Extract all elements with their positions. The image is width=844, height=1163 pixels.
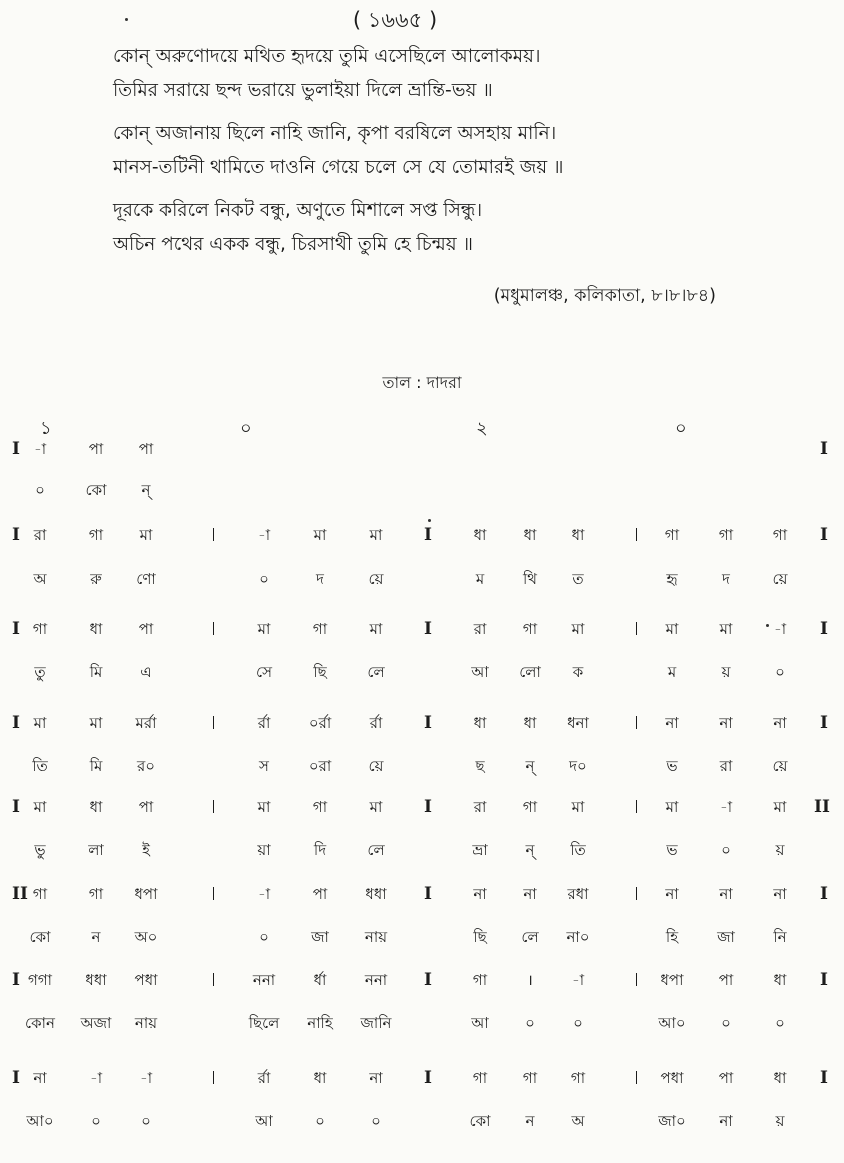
swara-note: পধা	[134, 971, 158, 989]
lyric-line	[0, 563, 844, 595]
lyric-syllable: য়	[775, 1112, 785, 1130]
lyric-syllable: হৃ	[666, 570, 678, 588]
swara-note: র্রা	[257, 1069, 271, 1087]
start-barline: I	[12, 525, 20, 545]
lyric-syllable: ছি	[313, 663, 327, 681]
swara-note: গা	[718, 526, 734, 544]
lyric-syllable: রা	[719, 757, 733, 775]
start-barline: I	[12, 1068, 20, 1088]
swara-note: রা	[473, 620, 487, 638]
barline: I	[820, 884, 828, 904]
barline: I	[424, 619, 432, 639]
swara-note: মা	[33, 714, 47, 732]
lyric-syllable: কো	[29, 928, 51, 946]
poem-block	[113, 40, 564, 262]
beat-divider	[636, 1071, 637, 1084]
lyric-syllable: অজা	[80, 1014, 112, 1032]
swara-note: ধধা	[365, 885, 387, 903]
lyric-syllable: ম	[475, 570, 485, 588]
lyric-syllable: ন্‌	[525, 757, 535, 775]
swara-note: না	[33, 1069, 47, 1087]
lyric-syllable: ন্‌	[525, 841, 535, 859]
lyric-syllable: না০	[566, 928, 590, 946]
lyric-syllable: ০রা	[308, 757, 332, 775]
barline: I	[820, 619, 828, 639]
swara-note: ননা	[364, 971, 388, 989]
lyric-syllable: লে	[367, 663, 385, 681]
beat-divider	[213, 1071, 214, 1084]
swara-note: ধা	[89, 620, 103, 638]
lyric-syllable: ০	[35, 481, 45, 499]
lyric-syllable: ত	[572, 570, 584, 588]
swara-note: মা	[571, 798, 585, 816]
swara-note: না	[473, 885, 487, 903]
swara-note: গা	[88, 526, 104, 544]
swara-note: -া	[719, 798, 733, 816]
beat-mark: ২	[476, 418, 488, 439]
lyric-syllable: দ	[722, 570, 730, 588]
lyric-syllable: দ	[316, 570, 324, 588]
swara-note: না	[773, 885, 787, 903]
lyric-syllable: য়	[721, 663, 731, 681]
beat-divider	[636, 528, 637, 541]
start-barline: I	[12, 713, 20, 733]
swara-note: মা	[719, 620, 733, 638]
lyric-line	[0, 474, 844, 506]
swara-note: ধা	[473, 526, 487, 544]
swara-note: না	[523, 885, 537, 903]
poem-line: তিমির সরায়ে ছন্দ ভরায়ে ভুলাইয়া দিলে ভ্রান্তি-ভয় ॥	[113, 80, 493, 101]
swara-line	[0, 613, 844, 645]
swara-note: গগা	[27, 971, 52, 989]
barline: I	[424, 797, 432, 817]
lyric-syllable: য়	[775, 841, 785, 859]
lyric-line	[0, 834, 844, 866]
lyric-syllable: দ০	[569, 757, 587, 775]
lyric-line	[0, 1105, 844, 1137]
lyric-syllable: ০	[525, 1014, 535, 1032]
lyric-syllable: কো	[85, 481, 107, 499]
start-barline: I	[12, 970, 20, 990]
swara-note: ধপা	[134, 885, 158, 903]
lyric-syllable: ০	[315, 1112, 325, 1130]
lyric-syllable: অ০	[134, 928, 158, 946]
swara-note: মা	[33, 798, 47, 816]
swara-note: ধপা	[660, 971, 684, 989]
lyric-syllable: এ	[140, 663, 152, 681]
lyric-syllable: নাহি	[307, 1014, 333, 1032]
swara-note: ধা	[313, 1069, 327, 1087]
swara-line	[0, 878, 844, 910]
lyric-syllable: ভু	[34, 841, 46, 859]
lyric-syllable: ০	[259, 928, 269, 946]
double-barline: II	[814, 797, 830, 817]
swara-note: রা	[473, 798, 487, 816]
lyric-syllable: ০	[721, 841, 731, 859]
swara-note: ধা	[89, 798, 103, 816]
swara-note: মা	[369, 798, 383, 816]
lyric-syllable: আ	[471, 1014, 489, 1032]
swara-note: গা	[88, 885, 104, 903]
swara-line	[0, 791, 844, 823]
swara-note: গা	[522, 798, 538, 816]
lyric-syllable: জানি	[360, 1014, 392, 1032]
swara-note: না	[719, 885, 733, 903]
beat-divider	[636, 887, 637, 900]
beat-mark: ০	[675, 418, 687, 439]
swara-note: গা	[522, 620, 538, 638]
lyric-syllable: ছ	[475, 757, 485, 775]
lyric-syllable: কো	[469, 1112, 491, 1130]
lyric-syllable: লে	[521, 928, 539, 946]
barline: I	[820, 439, 828, 459]
barline: I	[820, 525, 828, 545]
swara-note: ধা	[773, 1069, 787, 1087]
barline: I	[820, 713, 828, 733]
swara-note: গা	[312, 620, 328, 638]
barline: I	[424, 713, 432, 733]
beat-mark: ১	[40, 418, 52, 439]
print-speck	[766, 624, 769, 627]
lyric-syllable: ০	[259, 570, 269, 588]
lyric-syllable: ন	[525, 1112, 535, 1130]
swara-note: মা	[369, 526, 383, 544]
swara-note: -া	[257, 526, 271, 544]
lyric-syllable: কোন	[25, 1014, 55, 1032]
swara-note: ধা	[523, 526, 537, 544]
swara-note: মা	[257, 620, 271, 638]
swara-line	[0, 1062, 844, 1094]
lyric-syllable: ভ	[666, 841, 678, 859]
lyric-syllable: য়া	[257, 841, 271, 859]
swara-note: মা	[571, 620, 585, 638]
swara-note: গা	[472, 1069, 488, 1087]
lyric-syllable: ০	[573, 1014, 583, 1032]
lyric-syllable: লা	[88, 841, 104, 859]
poem-line: কোন্‌ অজানায় ছিলে নাহি জানি, কৃপা বরষিলে অসহায় মানি।	[113, 123, 557, 144]
swara-note: গা	[570, 1069, 586, 1087]
swara-note: না	[665, 714, 679, 732]
swara-note: ধা	[773, 971, 787, 989]
beat-divider	[213, 622, 214, 635]
swara-note: পা	[138, 620, 154, 638]
lyric-syllable: নায়	[364, 928, 388, 946]
lyric-syllable: য়ে	[772, 570, 788, 588]
lyric-syllable: থি	[522, 570, 537, 588]
lyric-syllable: ন	[91, 928, 101, 946]
lyric-syllable: না	[719, 1112, 733, 1130]
beat-divider	[636, 800, 637, 813]
lyric-syllable: ০	[141, 1112, 151, 1130]
beat-mark: ০	[240, 418, 252, 439]
swara-note: পধা	[660, 1069, 684, 1087]
barline: I	[820, 970, 828, 990]
swara-note: গা	[664, 526, 680, 544]
beat-divider	[636, 716, 637, 729]
lyric-syllable: ছি	[473, 928, 487, 946]
swara-note: না	[665, 885, 679, 903]
barline: I	[424, 884, 432, 904]
page-number: ( ১৬৬৫ )	[352, 8, 438, 32]
swara-note: গা	[522, 1069, 538, 1087]
swara-note: রা	[33, 526, 47, 544]
print-speck	[125, 18, 128, 21]
beat-divider	[636, 973, 637, 986]
lyric-syllable: আ০	[26, 1112, 54, 1130]
lyric-syllable: ০	[91, 1112, 101, 1130]
swara-line	[0, 433, 844, 465]
beat-divider	[213, 528, 214, 541]
swara-note: র্রা	[369, 714, 383, 732]
poem-line: মানস-তটিনী থামিতে দাওনি গেয়ে চলে সে যে তোমারই জয় ॥	[113, 157, 564, 178]
tala-heading: তাল : দাদরা	[382, 373, 462, 392]
start-barline: I	[12, 619, 20, 639]
swara-note: পা	[718, 1069, 734, 1087]
lyric-syllable: ০	[775, 663, 785, 681]
beat-divider	[213, 887, 214, 900]
swara-note: গা	[32, 885, 48, 903]
lyric-syllable: অ	[33, 570, 47, 588]
swara-note: পা	[88, 440, 104, 458]
swara-note: মা	[139, 526, 153, 544]
swara-note: -া	[257, 885, 271, 903]
swara-note: -া	[773, 620, 787, 638]
swara-note: গা	[772, 526, 788, 544]
lyric-syllable: লো	[519, 663, 541, 681]
swara-note: মা	[665, 620, 679, 638]
poem-line: কোন্‌ অরুণোদয়ে মথিত হৃদয়ে তুমি এসেছিলে আলোকময়।	[113, 46, 541, 67]
swara-note: ।	[527, 971, 533, 989]
swara-note: মা	[369, 620, 383, 638]
lyric-syllable: তু	[34, 663, 46, 681]
swara-note: ধধা	[85, 971, 107, 989]
lyric-syllable: মি	[89, 757, 103, 775]
beat-divider	[213, 973, 214, 986]
swara-note: মা	[313, 526, 327, 544]
swara-note: গা	[32, 620, 48, 638]
swara-line	[0, 707, 844, 739]
lyric-line	[0, 656, 844, 688]
swara-note: মর্রা	[135, 714, 157, 732]
poem-line: দূরকে করিলে নিকট বন্ধু, অণুতে মিশালে সপ্ত সিন্ধু।	[113, 200, 483, 221]
lyric-syllable: সে	[256, 663, 272, 681]
lyric-syllable: জা০	[658, 1112, 686, 1130]
lyric-syllable: আ	[255, 1112, 273, 1130]
lyric-syllable: য়ে	[772, 757, 788, 775]
swara-note: ধা	[523, 714, 537, 732]
lyric-syllable: হি	[665, 928, 679, 946]
swara-note: ০র্রা	[308, 714, 332, 732]
swara-note: মা	[89, 714, 103, 732]
beat-divider	[213, 800, 214, 813]
swara-note: না	[719, 714, 733, 732]
lyric-syllable: র০	[136, 757, 155, 775]
lyric-syllable: তি	[32, 757, 48, 775]
lyric-syllable: ০	[371, 1112, 381, 1130]
lyric-syllable: ০	[721, 1014, 731, 1032]
swara-line	[0, 964, 844, 996]
swara-note: -া	[33, 440, 47, 458]
lyric-line	[0, 1007, 844, 1039]
lyric-syllable: জা	[717, 928, 735, 946]
lyric-syllable: ভ	[666, 757, 678, 775]
swara-note: পা	[312, 885, 328, 903]
swara-note: না	[369, 1069, 383, 1087]
swara-line	[0, 519, 844, 551]
swara-note: গা	[312, 798, 328, 816]
swara-note: ননা	[252, 971, 276, 989]
lyric-line	[0, 921, 844, 953]
lyric-syllable: ভ্রা	[472, 841, 488, 859]
swara-note: মা	[665, 798, 679, 816]
lyric-syllable: জা	[311, 928, 329, 946]
barline: I	[820, 1068, 828, 1088]
lyric-syllable: নায়	[134, 1014, 158, 1032]
beat-divider	[213, 716, 214, 729]
swara-note: মা	[257, 798, 271, 816]
swara-note: ধনা	[567, 714, 589, 732]
lyric-syllable: রু	[90, 570, 102, 588]
lyric-syllable: স	[259, 757, 269, 775]
swara-note: র্ধা	[313, 971, 327, 989]
swara-note: -া	[139, 1069, 153, 1087]
lyric-syllable: তি	[570, 841, 586, 859]
lyric-syllable: য়ে	[368, 757, 384, 775]
lyric-syllable: লে	[367, 841, 385, 859]
swara-note: পা	[138, 798, 154, 816]
swara-note: রধা	[567, 885, 589, 903]
print-speck	[428, 519, 431, 522]
lyric-syllable: আ০	[658, 1014, 686, 1032]
start-barline: II	[12, 884, 28, 904]
barline: I	[424, 970, 432, 990]
lyric-syllable: ছিলে	[248, 1014, 280, 1032]
beat-divider	[636, 622, 637, 635]
swara-note: ধা	[571, 526, 585, 544]
poem-line: অচিন পথের একক বন্ধু, চিরসাথী তুমি হে চিন্ময় ॥	[113, 234, 473, 255]
lyric-syllable: ণো	[136, 570, 156, 588]
lyric-syllable: মি	[89, 663, 103, 681]
lyric-syllable: য়ে	[368, 570, 384, 588]
start-barline: I	[12, 797, 20, 817]
barline: I	[424, 1068, 432, 1088]
swara-note: পা	[138, 440, 154, 458]
swara-note: মা	[773, 798, 787, 816]
lyric-syllable: ০	[775, 1014, 785, 1032]
swara-note: ধা	[473, 714, 487, 732]
swara-note: র্রা	[257, 714, 271, 732]
lyric-syllable: দি	[313, 841, 327, 859]
lyric-syllable: আ	[471, 663, 489, 681]
swara-note: পা	[718, 971, 734, 989]
lyric-syllable: নি	[773, 928, 787, 946]
lyric-syllable: ম	[667, 663, 677, 681]
barline: I	[424, 525, 432, 545]
swara-note: -া	[571, 971, 585, 989]
poem-source: (মধুমালঞ্চ, কলিকাতা, ৮।৮।৮৪)	[493, 286, 716, 306]
lyric-syllable: ক	[572, 663, 584, 681]
lyric-line	[0, 750, 844, 782]
swara-note: না	[773, 714, 787, 732]
swara-note: গা	[472, 971, 488, 989]
lyric-syllable: ই	[142, 841, 150, 859]
lyric-syllable: ন্‌	[141, 481, 151, 499]
lyric-syllable: অ	[571, 1112, 585, 1130]
swara-note: -া	[89, 1069, 103, 1087]
start-barline: I	[12, 439, 20, 459]
